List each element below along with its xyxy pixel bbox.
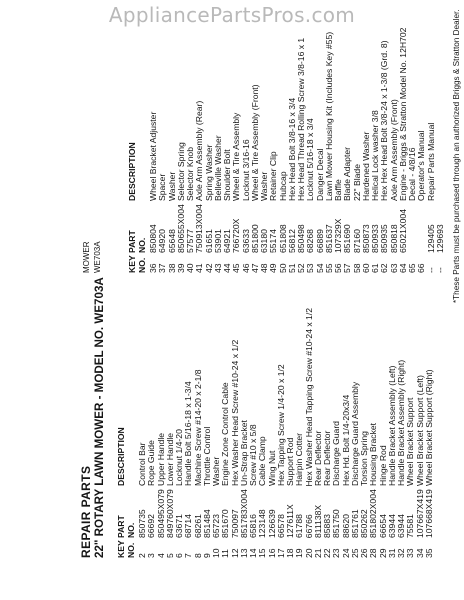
key-number: 52	[296, 263, 306, 273]
part-description: Hex Head Bolt 3/8-16 x 3/4	[286, 97, 297, 201]
part-description: Blade Adapter	[342, 147, 353, 201]
part-number: 127611X	[285, 504, 295, 538]
part-number: 107667X419	[414, 489, 425, 538]
key-number: 24	[340, 548, 351, 558]
part-description: Hinge Rod	[377, 445, 388, 486]
part-description: Hubcap	[277, 171, 288, 201]
part-description: Hex Hd. Bolt 1/4-20x3/4	[340, 394, 351, 486]
model-label-line-2: WE703A	[93, 241, 102, 273]
part-number: 750097	[229, 509, 240, 538]
part-number: 61651	[203, 229, 214, 253]
part-number: 87160	[351, 229, 362, 253]
part-description: Hex Washer Head Screw #10-24 x 1/2	[229, 339, 240, 486]
part-description: Wheel Bracket Adjuster	[148, 111, 158, 201]
part-number: 850873	[360, 224, 371, 253]
part-number: 68261	[192, 514, 203, 538]
part-description: Helical Lock washer 3/8	[370, 110, 380, 201]
part-description: Rear Deflector	[322, 430, 332, 486]
part-number: 850495X079	[155, 489, 166, 538]
part-description: Handle Bracket Assembly (Right)	[396, 359, 406, 486]
key-number: 37	[157, 263, 168, 273]
part-number: 66766	[303, 514, 314, 539]
key-number: 44	[222, 263, 232, 273]
part-description: Lower Handle	[164, 432, 175, 486]
key-number: 26	[359, 548, 369, 558]
part-description: Rope Guide	[146, 440, 157, 486]
part-number: 851761	[349, 509, 360, 538]
part-number: 66654	[377, 514, 388, 538]
key-number: 51	[286, 263, 297, 273]
part-description: Spacer	[157, 173, 168, 201]
key-number: 9	[201, 553, 212, 558]
part-number: 64921	[222, 229, 232, 253]
key-number: 21	[312, 548, 323, 558]
key-number: 23	[331, 548, 342, 558]
part-description: Handle Bracket Assembly (Left)	[386, 365, 397, 486]
title-model: 22" ROTARY LAWN MOWER - MODEL NO. WE703A	[93, 277, 106, 558]
part-description: Belleville Washer	[212, 135, 223, 201]
key-number: 12	[229, 548, 240, 558]
part-description: Engine Zone Control Cable	[220, 382, 231, 486]
part-description: Torsion Spring	[359, 431, 369, 486]
part-description: Upper Handle	[155, 432, 166, 486]
key-number: 36	[148, 263, 158, 273]
key-number: 65	[407, 263, 417, 273]
model-label	[82, 18, 128, 273]
part-number: 107668X419	[423, 489, 434, 538]
part-description: Hex Tapping Screw 1/4-20 x 1/2	[275, 364, 286, 486]
part-description: Housing Bracket	[368, 422, 379, 486]
key-number: 66	[416, 263, 427, 273]
part-description: Selector Knob	[185, 147, 195, 201]
part-description	[436, 18, 445, 201]
key-number: 32	[396, 548, 406, 558]
parts-row	[436, 18, 445, 273]
header-description: DESCRIPTION	[116, 427, 126, 486]
part-number: 850818	[388, 224, 399, 253]
part-number: 850804	[148, 224, 158, 253]
part-number: 811138X	[312, 504, 323, 538]
part-number	[408, 201, 417, 253]
key-number: 53	[305, 263, 316, 273]
left-header	[117, 308, 136, 558]
part-number: 63944	[396, 514, 406, 538]
part-description: Selector Spring	[175, 142, 186, 201]
part-number: 851783X004	[238, 489, 249, 538]
part-description: Washer	[166, 171, 177, 201]
key-number: 18	[285, 548, 295, 558]
key-number: 43	[212, 263, 223, 273]
part-number: 63944	[386, 514, 397, 538]
part-description: Repair Parts Manual	[425, 122, 436, 201]
part-number: 851690	[342, 224, 353, 253]
part-description: Throttle Control	[201, 426, 212, 486]
part-number: 66692	[146, 514, 157, 538]
key-number: 34	[414, 548, 425, 558]
part-description: Axle Arm Assembly (Front)	[388, 99, 399, 201]
part-number: 55174	[268, 229, 279, 253]
part-description: Wheel & Tire Assembly (Front)	[249, 84, 260, 201]
key-number: 58	[351, 263, 362, 273]
key-number: 3	[146, 553, 157, 558]
part-description: Axle Arm Assembly (Rear)	[194, 100, 205, 201]
part-description: Support Rod	[285, 437, 295, 486]
part-number: 851637	[323, 224, 334, 253]
key-number: 33	[405, 548, 416, 558]
key-number: 39	[175, 263, 186, 273]
header-key: KEY NO.	[116, 540, 136, 558]
key-number: 31	[386, 548, 397, 558]
key-number: --	[425, 267, 436, 273]
part-description: Hex Head Thread Rolling Screw 3/8-16 x 1	[296, 37, 306, 201]
parts-row	[399, 18, 408, 273]
key-number: 38	[166, 263, 177, 273]
part-description: Baffle	[333, 179, 343, 201]
part-description: Washer	[211, 456, 221, 486]
part-number: 651808	[277, 224, 288, 253]
part-number: 851484	[201, 509, 212, 538]
key-number: 14	[248, 548, 258, 558]
key-number: 45	[231, 263, 242, 273]
key-number: 19	[294, 548, 305, 558]
key-number: 63	[388, 263, 399, 273]
part-description: Decal - 4/8/16	[407, 147, 417, 201]
header-description: DESCRIPTION	[127, 142, 137, 201]
parts-row	[425, 308, 434, 558]
part-description: Rear Deflector	[312, 430, 323, 486]
left-parts-list	[138, 308, 434, 558]
part-number: 68268	[305, 229, 316, 253]
part-description: Control Bar	[137, 442, 147, 486]
part-description: Engine - Briggs & Stratton Model No. 12H702	[397, 27, 408, 201]
model-label-line-1: MOWER	[82, 241, 91, 273]
key-number: 50	[277, 263, 288, 273]
part-number: 85883	[322, 514, 332, 538]
part-description: Wheel Bracket Support (Left)	[414, 375, 425, 486]
part-description: Locknut 5/16-18 x 3/4	[305, 118, 316, 201]
part-description: Shoulder Bolt	[222, 149, 232, 201]
part-number: 750913X004	[194, 204, 205, 253]
part-number: 107329X	[333, 218, 343, 253]
key-number: 25	[349, 548, 360, 558]
key-number: 41	[194, 263, 205, 273]
part-description: Screw #10 x 5/8	[248, 424, 258, 486]
part-number: 850935	[379, 224, 390, 253]
key-number: 20	[303, 548, 314, 558]
part-description: Retainer Clip	[268, 151, 279, 201]
part-description: Wheel Bracket Support (Right)	[423, 369, 434, 486]
part-number: 849760X079	[164, 489, 175, 538]
key-number: 6	[174, 553, 184, 558]
key-number: 62	[379, 263, 390, 273]
key-number: 15	[257, 548, 268, 558]
key-number: --	[434, 267, 445, 273]
part-number: 63180	[259, 229, 269, 253]
title-repair-parts: REPAIR PARTS	[79, 465, 93, 558]
part-description: Hardened Washer	[360, 131, 371, 201]
part-number: 850498	[296, 224, 306, 253]
key-number: 57	[342, 263, 353, 273]
part-number: 129693	[434, 224, 445, 253]
part-number: 851750	[331, 509, 342, 538]
part-number: 68714	[183, 514, 194, 538]
key-number: 56	[333, 263, 343, 273]
part-number: 850933	[370, 224, 380, 253]
part-number: 66889	[314, 229, 325, 253]
key-number: 47	[249, 263, 260, 273]
part-description: Discharge Guard Assembly	[349, 381, 360, 486]
key-number: 11	[220, 549, 231, 558]
footnote: *These Parts must be purchased through an authorized Briggs & Stratton Dealer.	[452, 9, 461, 303]
key-number: 54	[314, 263, 325, 273]
part-number: 53901	[212, 229, 223, 253]
key-number: 55	[323, 263, 334, 273]
key-number: 61	[370, 263, 380, 273]
key-number: 64	[397, 263, 408, 273]
left-column	[79, 277, 434, 558]
part-number: 850262	[359, 509, 369, 538]
part-number: 65648	[166, 229, 177, 253]
part-description: Locknut 3/16-16	[240, 139, 251, 201]
part-description: Discharge Guard	[331, 421, 342, 486]
part-number: 66578	[275, 514, 286, 538]
key-number: 40	[185, 263, 195, 273]
part-description: 22" Blade	[351, 164, 362, 201]
part-number: 65723	[211, 514, 221, 538]
key-number: 22	[322, 548, 332, 558]
part-number: 63671	[174, 514, 184, 538]
part-number: 126639	[266, 509, 277, 538]
key-number: 10	[211, 548, 221, 558]
watermark-text: AppliancePartsPros.com	[108, 3, 356, 27]
key-number: 13	[238, 548, 249, 558]
key-number: 28	[368, 548, 379, 558]
key-number: 16	[266, 548, 277, 558]
part-number: 851670	[220, 509, 231, 538]
part-description: Locknut 1/4-20	[174, 429, 184, 486]
part-description: Machine Screw #14-20 x 2-1/8	[192, 369, 203, 486]
key-number: 48	[259, 263, 269, 273]
key-number: 42	[203, 263, 214, 273]
part-number: 850735	[137, 509, 147, 538]
part-number: 123148	[257, 509, 268, 538]
part-description: Hex Hex Head Bolt 3/8-24 x 1-3/8 (Grd. 8)	[379, 40, 390, 201]
part-number: 64920	[157, 229, 168, 253]
part-description: Cable Clamp	[257, 436, 268, 486]
part-number: 88620	[340, 514, 351, 538]
part-number: 57577	[185, 229, 195, 253]
part-number: 75581	[405, 514, 416, 538]
part-description: Operator's Manual	[416, 130, 427, 201]
key-number: 46	[240, 263, 251, 273]
right-header	[128, 18, 147, 273]
right-column	[80, 18, 445, 273]
part-description: Lawn Mower Housing Kit (Includes Key #55)	[323, 31, 334, 201]
header-key: KEY NO.	[127, 255, 147, 273]
part-description: Hairpin Cotter	[294, 432, 305, 486]
header-part: PART NO.	[127, 230, 147, 253]
part-number: 61788	[294, 514, 305, 538]
part-number: 129405	[425, 224, 436, 253]
key-number: 2	[137, 553, 147, 558]
key-number: 35	[423, 548, 434, 558]
key-number: 7	[183, 553, 194, 558]
right-parts-list	[149, 18, 445, 273]
part-number: 65021X004	[397, 209, 408, 253]
key-number: 49	[268, 263, 279, 273]
part-description: Danger Decal	[314, 148, 325, 201]
part-description: Wing Nut	[266, 450, 277, 486]
part-number: 850655X004	[175, 204, 186, 253]
header-part: PART NO.	[116, 515, 136, 538]
part-number: 63633	[240, 229, 251, 253]
part-description: Spring Washer	[203, 144, 214, 201]
part-description: Hex Washer Head Tapping Screw #10-24 x 1/2	[303, 308, 314, 487]
part-description: Wheel Bracket Support	[405, 397, 416, 486]
key-number: 4	[155, 553, 166, 558]
part-description: Washer	[259, 171, 269, 201]
part-description: Wheel & Tire Assembly	[231, 112, 242, 201]
part-description: Handle Bolt 5/16-18 x 1-3/4	[183, 381, 194, 486]
part-number: 766720X	[231, 218, 242, 253]
part-number: 56812	[286, 229, 297, 253]
part-description: Un-Strap Bracket	[238, 420, 249, 486]
part-number: 851800	[249, 224, 260, 253]
key-number: 5	[164, 553, 175, 558]
key-number: 17	[275, 548, 286, 558]
key-number: 8	[192, 553, 203, 558]
part-number: 851802X004	[368, 489, 379, 538]
part-number: 65816	[248, 514, 258, 538]
key-number: 29	[377, 548, 388, 558]
key-number: 60	[360, 263, 371, 273]
